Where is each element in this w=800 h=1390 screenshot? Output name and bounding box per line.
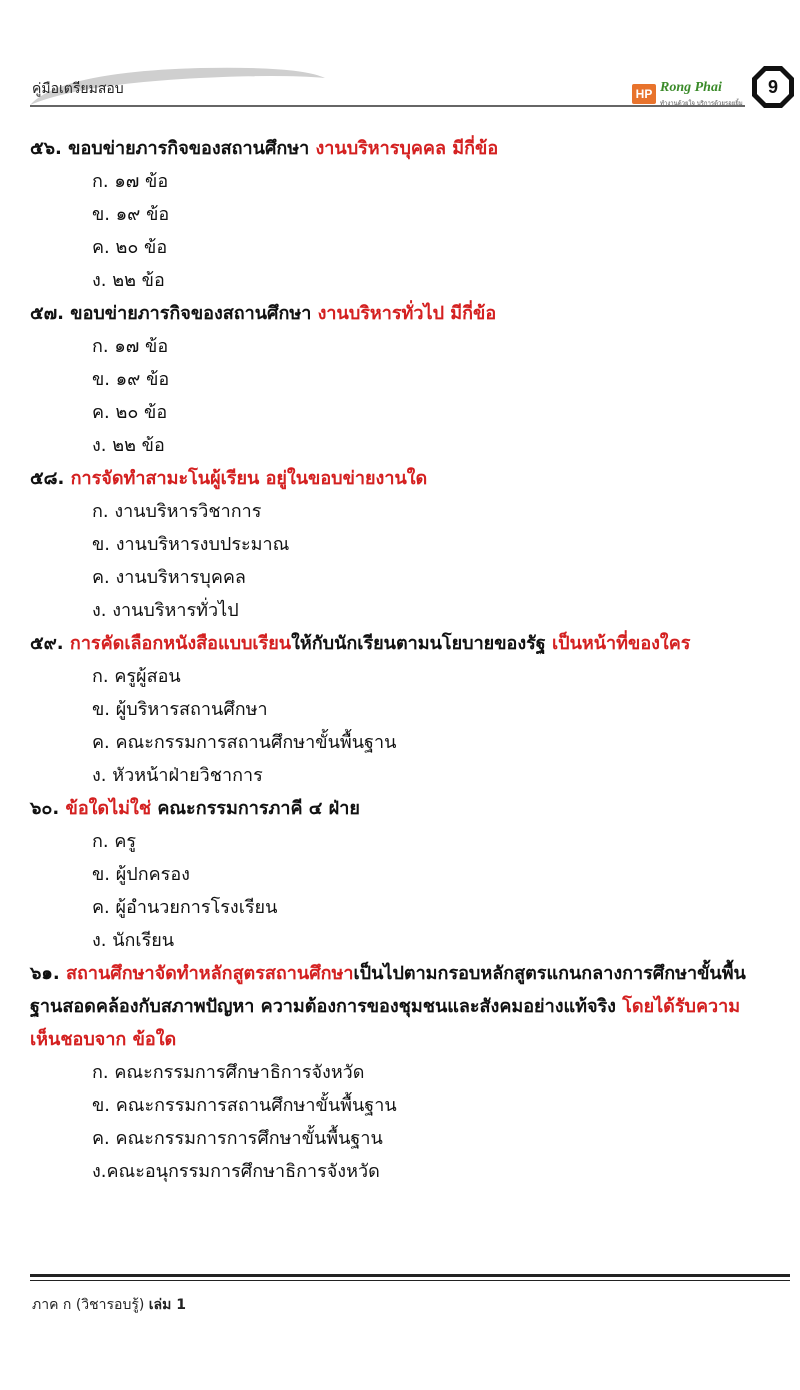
question-list	[30, 132, 770, 1188]
header-title: คู่มือเตรียมสอบ	[32, 81, 124, 97]
option-item: ก. งานบริหารวิชาการ	[92, 501, 262, 522]
footer-divider-thin	[30, 1280, 790, 1281]
question-text: ให้กับนักเรียนตามนโยบายของรัฐ	[291, 633, 552, 654]
option-item: ง. นักเรียน	[92, 930, 175, 951]
option-item: ข. คณะกรรมการสถานศึกษาขั้นพื้นฐาน	[92, 1095, 397, 1116]
option-item: ข. งานบริหารงบประมาณ	[92, 534, 290, 555]
option-item: ง.คณะอนุกรรมการศึกษาธิการจังหวัด	[92, 1161, 380, 1182]
question-highlight: ข้อใดไม่ใช่	[59, 798, 152, 819]
question-highlight: เป็นหน้าที่ของใคร	[552, 633, 691, 654]
question-highlight: สถานศึกษาจัดทำหลักสูตรสถานศึกษา	[59, 963, 354, 984]
option-item: ก. คณะกรรมการศึกษาธิการจังหวัด	[92, 1062, 365, 1083]
page-footer	[32, 1294, 186, 1316]
option-item: ค. คณะกรรมการสถานศึกษาขั้นพื้นฐาน	[92, 732, 397, 753]
question-number: ๕๖.	[30, 138, 62, 159]
question-number: ๖๐.	[30, 798, 60, 819]
question-number: ๖๑.	[30, 963, 60, 984]
option-item: ค. ผู้อำนวยการโรงเรียน	[92, 897, 278, 918]
question-highlight: โดยได้รับความเห็นชอบจาก ข้อใด	[30, 996, 741, 1050]
question-text: ขอบข่ายภารกิจของสถานศึกษา	[64, 303, 318, 324]
option-item: ค. ๒๐ ข้อ	[92, 402, 168, 423]
question-61	[30, 957, 770, 1056]
question-57	[30, 297, 770, 330]
question-58	[30, 462, 770, 495]
logo-badge: HP	[632, 84, 656, 104]
page-number: 9	[767, 77, 778, 97]
option-item: ก. ครูผู้สอน	[92, 666, 181, 687]
question-text: คณะกรรมการภาคี ๔ ฝ่าย	[151, 798, 360, 819]
option-item: ข. ผู้ปกครอง	[92, 864, 190, 885]
option-item: ค. งานบริหารบุคคล	[92, 567, 246, 588]
option-item: ก. ๑๗ ข้อ	[92, 336, 169, 357]
option-item: ง. งานบริหารทั่วไป	[92, 600, 239, 621]
logo-text: Rong Phai	[660, 80, 722, 95]
question-number: ๕๙.	[30, 633, 64, 654]
option-item: ก. ครู	[92, 831, 137, 852]
option-item: ค. คณะกรรมการการศึกษาขั้นพื้นฐาน	[92, 1128, 383, 1149]
question-text: เป็นไปตามกรอบหลักสูตรแกนกลางการศึกษาขั้นพื้นฐานสอดคล้องกับสภาพปัญหา ความต้องการของชุมชนและสังคมอย่างแท้จริง	[30, 963, 746, 1017]
question-56	[30, 132, 770, 165]
option-item: ง. ๒๒ ข้อ	[92, 270, 165, 291]
footer-label: ภาค ก (วิชารอบรู้)	[32, 1297, 149, 1313]
footer-divider	[30, 1274, 790, 1277]
footer-volume: เล่ม 1	[148, 1297, 186, 1313]
option-item: ก. ๑๗ ข้อ	[92, 171, 169, 192]
question-highlight: งานบริหารบุคคล มีกี่ข้อ	[315, 138, 499, 159]
option-item: ข. ผู้บริหารสถานศึกษา	[92, 699, 268, 720]
page-header	[0, 0, 800, 120]
question-highlight: การจัดทำสามะโนผู้เรียน อยู่ในขอบข่ายงานใด	[64, 468, 428, 489]
option-item: ข. ๑๙ ข้อ	[92, 204, 170, 225]
question-number: ๕๗.	[30, 303, 64, 324]
page-number-badge	[750, 64, 796, 110]
question-highlight: การคัดเลือกหนังสือแบบเรียน	[63, 633, 292, 654]
option-item: ค. ๒๐ ข้อ	[92, 237, 168, 258]
option-item: ง. ๒๒ ข้อ	[92, 435, 165, 456]
logo-tagline: ทำงานด้วยใจ บริการด้วยรอยยิ้ม	[660, 100, 743, 107]
option-item: ง. หัวหน้าฝ่ายวิชาการ	[92, 765, 263, 786]
question-number: ๕๘.	[30, 468, 65, 489]
question-highlight: งานบริหารทั่วไป มีกี่ข้อ	[317, 303, 497, 324]
question-text: ขอบข่ายภารกิจของสถานศึกษา	[61, 138, 316, 159]
question-59	[30, 627, 770, 660]
question-60	[30, 792, 770, 825]
rong-phai-logo	[632, 76, 743, 107]
option-item: ข. ๑๙ ข้อ	[92, 369, 170, 390]
